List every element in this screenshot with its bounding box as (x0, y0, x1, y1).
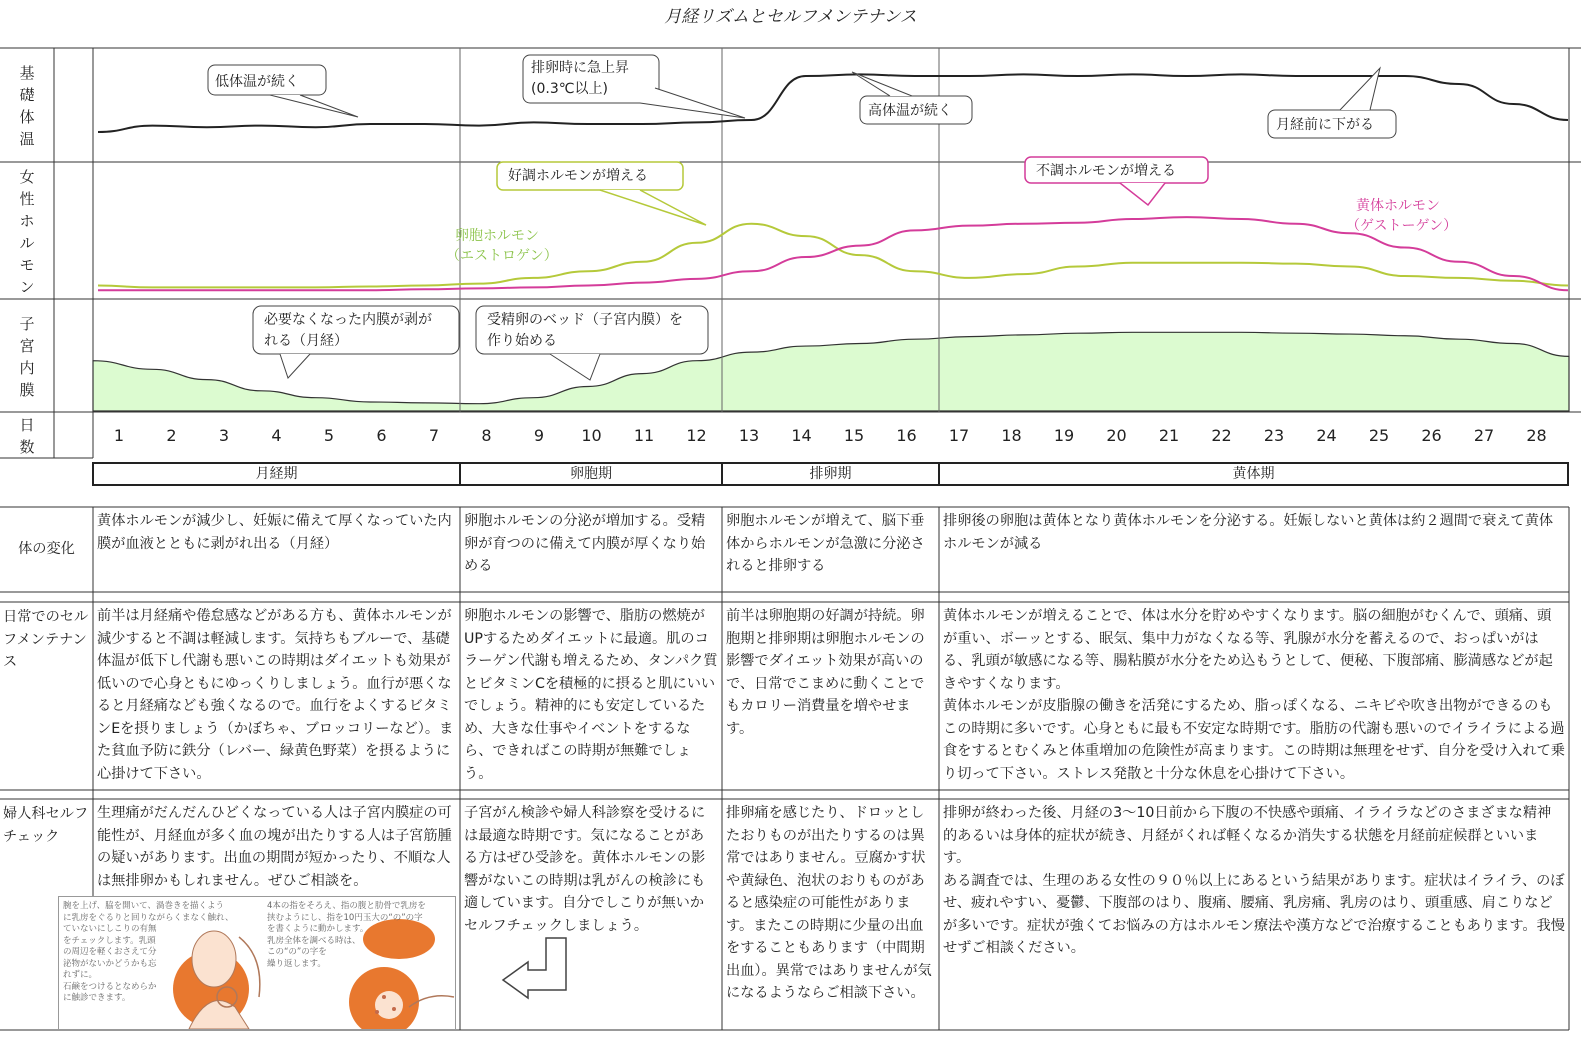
illustration-text-line: ていないにしこりの有無 (63, 924, 157, 934)
illustration-text-line: 4本の指をそろえ、指の腹と肋骨で乳房を (267, 901, 426, 911)
svg-text:月経前に下がる: 月経前に下がる (1276, 117, 1374, 133)
svg-text:排卵時に急上昇: 排卵時に急上昇 (531, 60, 629, 76)
day-number: 13 (738, 426, 760, 445)
row-label-hormone: 女 性 ホ ル モ ン (19, 168, 35, 296)
progesterone-label-1: 黄体ホルモン (1356, 198, 1440, 214)
day-number: 20 (1106, 426, 1127, 445)
row-label-body-change: 体の変化 (18, 541, 75, 557)
body-change-luteal: 排卵後の卵胞は黄体となり黄体ホルモンを分泌する。妊娠しないと黄体は約２週間で衰えて黄体ホルモンが減る (943, 513, 1554, 552)
maintenance-luteal (939, 603, 1569, 789)
day-number: 25 (1368, 426, 1390, 445)
day-number: 23 (1263, 426, 1285, 445)
day-number: 27 (1473, 426, 1495, 445)
svg-text:高体温が続く: 高体温が続く (868, 103, 952, 119)
day-number: 24 (1316, 426, 1337, 445)
illustration-text-line: この“の”の字を (267, 947, 327, 957)
checkup-luteal-p1: 排卵が終わった後、月経の3〜10日前から下腹の不快感や頭痛、イライラなどのさまざまな精神的あるいは身体的症状が続き、月経がくれば軽くなるか消失する状態を月経前症候群といいます。 (943, 805, 1552, 866)
self-check-text-left (63, 901, 263, 1005)
svg-text:必要なくなった内膜が剥が: 必要なくなった内膜が剥が (264, 312, 432, 328)
row-label-checkup: 婦人科セルフチェック (3, 806, 89, 845)
phase-follicular: 卵胞期 (459, 462, 723, 486)
checkup-luteal-p2: ある調査では、生理のある女性の９０％以上にあるという結果があります。症状はイライラ、のぼせ、疲れやすい、憂鬱、下腹部のはり、腹痛、腰痛、乳房痛、乳房のはり、頭重感、肩こりなどが多いです。症状が強くてお悩みの方はホルモン療法や漢方などで治療することもあります。我慢せずご相談ください。 (943, 872, 1565, 956)
illustration-text-line: 石鹸をつけるとなめらか (63, 981, 157, 992)
day-number: 1 (113, 426, 125, 445)
callout-good-hormone (497, 162, 706, 225)
day-number: 26 (1421, 426, 1442, 445)
body-change-menstrual: 黄体ホルモンが減少し、妊娠に備えて厚くなっていた内膜が血液とともに剥がれ出る（月経） (97, 513, 452, 552)
callout-shedding (253, 306, 459, 378)
checkup-ovulation: 排卵痛を感じたり、ドロッとしたおりものが出たりするのは異常ではありません。豆腐かす状や黄緑色、泡状のおりものがあると感染症の可能性がありま す。またこの時期に少量の出血をすることもあります（中間期出血）。異常ではありませんが気になるようならご相談下さい。 (726, 805, 932, 1001)
day-number-row (0, 426, 1581, 448)
illustration-text-line: 腕を上げ、脇を開いて、渦巻きを描くよう (63, 901, 224, 911)
day-number: 4 (271, 426, 282, 445)
body-change-ovulation: 卵胞ホルモンが増えて、脳下垂体からホルモンが急激に分泌されると排卵する (726, 513, 925, 574)
illustration-text-line: をチェックします。乳頭 (63, 935, 156, 946)
phase-luteal: 黄体期 (938, 462, 1569, 486)
maintenance-follicular: 卵胞ホルモンの影響で、脂肪の燃焼がUPするためダイエットに最適。肌のコラーゲン代謝も増えるため、タンパク質とビタミンCを積極的に摂ると肌にいいでしょう。精神的にも安定しているため、大きな仕事やイベントをするなら、できればこの時期が無難でしょう。 (464, 608, 718, 782)
row-label-bbt: 基 礎 体 温 (19, 64, 35, 148)
day-number: 8 (481, 426, 492, 445)
illustration-text-line: 挟むようにし、指を10円玉大の“の”の字 (267, 912, 423, 923)
row-label-endometrium: 子 宮 内 膜 (19, 315, 35, 399)
svg-text:(0.3℃以上): (0.3℃以上) (531, 81, 608, 97)
svg-text:れる（月経）: れる（月経） (264, 333, 348, 349)
breast-self-check-illustration (58, 896, 456, 1030)
day-number: 6 (376, 426, 387, 445)
self-check-text-right (267, 901, 456, 970)
maintenance-ovulation: 前半は卵胞期の好調が持続。卵胞期と排卵期は卵胞ホルモンの影響でダイエット効果が高いので、日常でこまめに動くことでもカロリー消費量を増やせます。 (726, 608, 925, 737)
callout-low-temp (208, 65, 358, 117)
phase-ovulation: 排卵期 (721, 462, 940, 486)
svg-text:好調ホルモンが増える: 好調ホルモンが増える (508, 168, 648, 184)
illustration-text-line: 繰り返します。 (267, 958, 326, 969)
day-number: 15 (843, 426, 865, 445)
day-number: 19 (1053, 426, 1075, 445)
row-label-maintenance: 日常でのセルフメンテナンス (3, 609, 89, 670)
estrogen-label-1: 卵胞ホルモン (455, 228, 539, 244)
day-number: 18 (1001, 426, 1022, 445)
row-label-days: 日 数 (19, 416, 35, 456)
day-number: 14 (791, 426, 812, 445)
checkup-follicular: 子宮がん検診や婦人科診察を受けるには最適な時期です。気になることがある方はぜひ受診を。黄体ホルモンの影響がないこの時期は乳がんの検診にも適しています。自分でしこりが無いかセルフチェックしましょう。 (464, 805, 706, 932)
illustration-text-line: 泌物がないかどうかも忘 (63, 958, 157, 969)
day-number: 10 (581, 426, 602, 445)
svg-text:低体温が続く: 低体温が続く (215, 74, 299, 90)
day-number: 12 (686, 426, 707, 445)
day-number: 5 (323, 426, 335, 445)
day-number: 28 (1526, 426, 1547, 445)
day-number: 17 (948, 426, 970, 445)
checkup-luteal (939, 800, 1569, 1029)
progesterone-label-2: （ゲストーゲン） (1346, 218, 1458, 234)
return-arrow-icon (503, 938, 566, 998)
day-number: 9 (533, 426, 545, 445)
illustration-text-line: を書くように動かします。 (267, 924, 369, 934)
day-number: 21 (1158, 426, 1180, 445)
checkup-menstrual: 生理痛がだんだんひどくなっている人は子宮内膜症の可能性が、月経血が多く血の塊が出たりする人は子宮筋腫の疑いがあります。出血の期間が短かったり、不順な人は無排卵かもしれません。ぜひご相談を。 (97, 805, 452, 889)
body-change-follicular: 卵胞ホルモンの分泌が増加する。受精卵が育つのに備えて内膜が厚くなり始める (464, 513, 706, 574)
illustration-text-line: に触診できます。 (63, 993, 131, 1003)
day-number: 2 (166, 426, 177, 445)
callout-pre-menstrual-drop (1268, 68, 1396, 138)
maintenance-luteal-p1: 黄体ホルモンが増えることで、体は水分を貯めやすくなります。脳の細胞がむくんで、頭痛、頭が重い、ボーッとする、眠気、集中力がなくなる等、乳腺が水分を蓄えるので、おっぱいがはる、乳頭が敏感になる等、腸粘膜が水分をため込もうとして、便秘、下腹部痛、膨満感などが起きやすくなります。 (943, 608, 1553, 692)
day-number: 11 (633, 426, 655, 445)
callout-high-temp (852, 72, 972, 124)
illustration-text-line: に乳房をぐるりと回りながらくまなく触れ、 (63, 912, 234, 923)
page-title: 月経リズムとセルフメンテナンス (664, 7, 917, 27)
day-number: 3 (218, 426, 230, 445)
svg-text:受精卵のベッド（子宮内膜）を: 受精卵のベッド（子宮内膜）を (487, 312, 683, 328)
day-number: 7 (428, 426, 440, 445)
illustration-text-line: 乳房全体を調べる時は、 (267, 935, 361, 946)
svg-text:作り始める: 作り始める (487, 333, 557, 349)
callout-bad-hormone (1025, 157, 1208, 205)
day-number: 22 (1211, 426, 1232, 445)
callout-ovulation-rise (523, 55, 745, 118)
phase-menstrual: 月経期 (92, 462, 461, 486)
estrogen-label-2: （エストロゲン） (446, 248, 558, 264)
day-number: 16 (896, 426, 917, 445)
svg-text:不調ホルモンが増える: 不調ホルモンが増える (1036, 163, 1176, 179)
illustration-text-line: れずに。 (63, 970, 98, 980)
maintenance-menstrual: 前半は月経痛や倦怠感などがある方も、黄体ホルモンが減少すると不調は軽減します。気持ちもブルーで、基礎体温が低下し代謝も悪いこの時期はダイエットも効果が低いので心身ともにゆっくりしましょう。血行が悪くなると月経痛なども強くなるので。血行をよくするビタミンEを摂りましょう（かぼちゃ、ブロッコリーなど）。また貧血予防に鉄分（レバー、緑黄色野菜）を摂るように心掛けて下さい。 (97, 608, 454, 782)
illustration-text-line: の周辺を軽くおさえて分 (63, 947, 157, 957)
maintenance-luteal-p2: 黄体ホルモンが皮脂腺の働きを活発にするため、脂っぽくなる、ニキビや吹き出物ができるのもこの時期に多いです。心身ともに最も不安定な時期です。脂肪の代謝も悪いのでイライラによる過食をするとむくみと体重増加の危険性が高まります。この時期は無理をせず、自分を受け入れて乗り切って下さい。ストレス発散と十分な休息を心掛けて下さい。 (943, 698, 1565, 782)
